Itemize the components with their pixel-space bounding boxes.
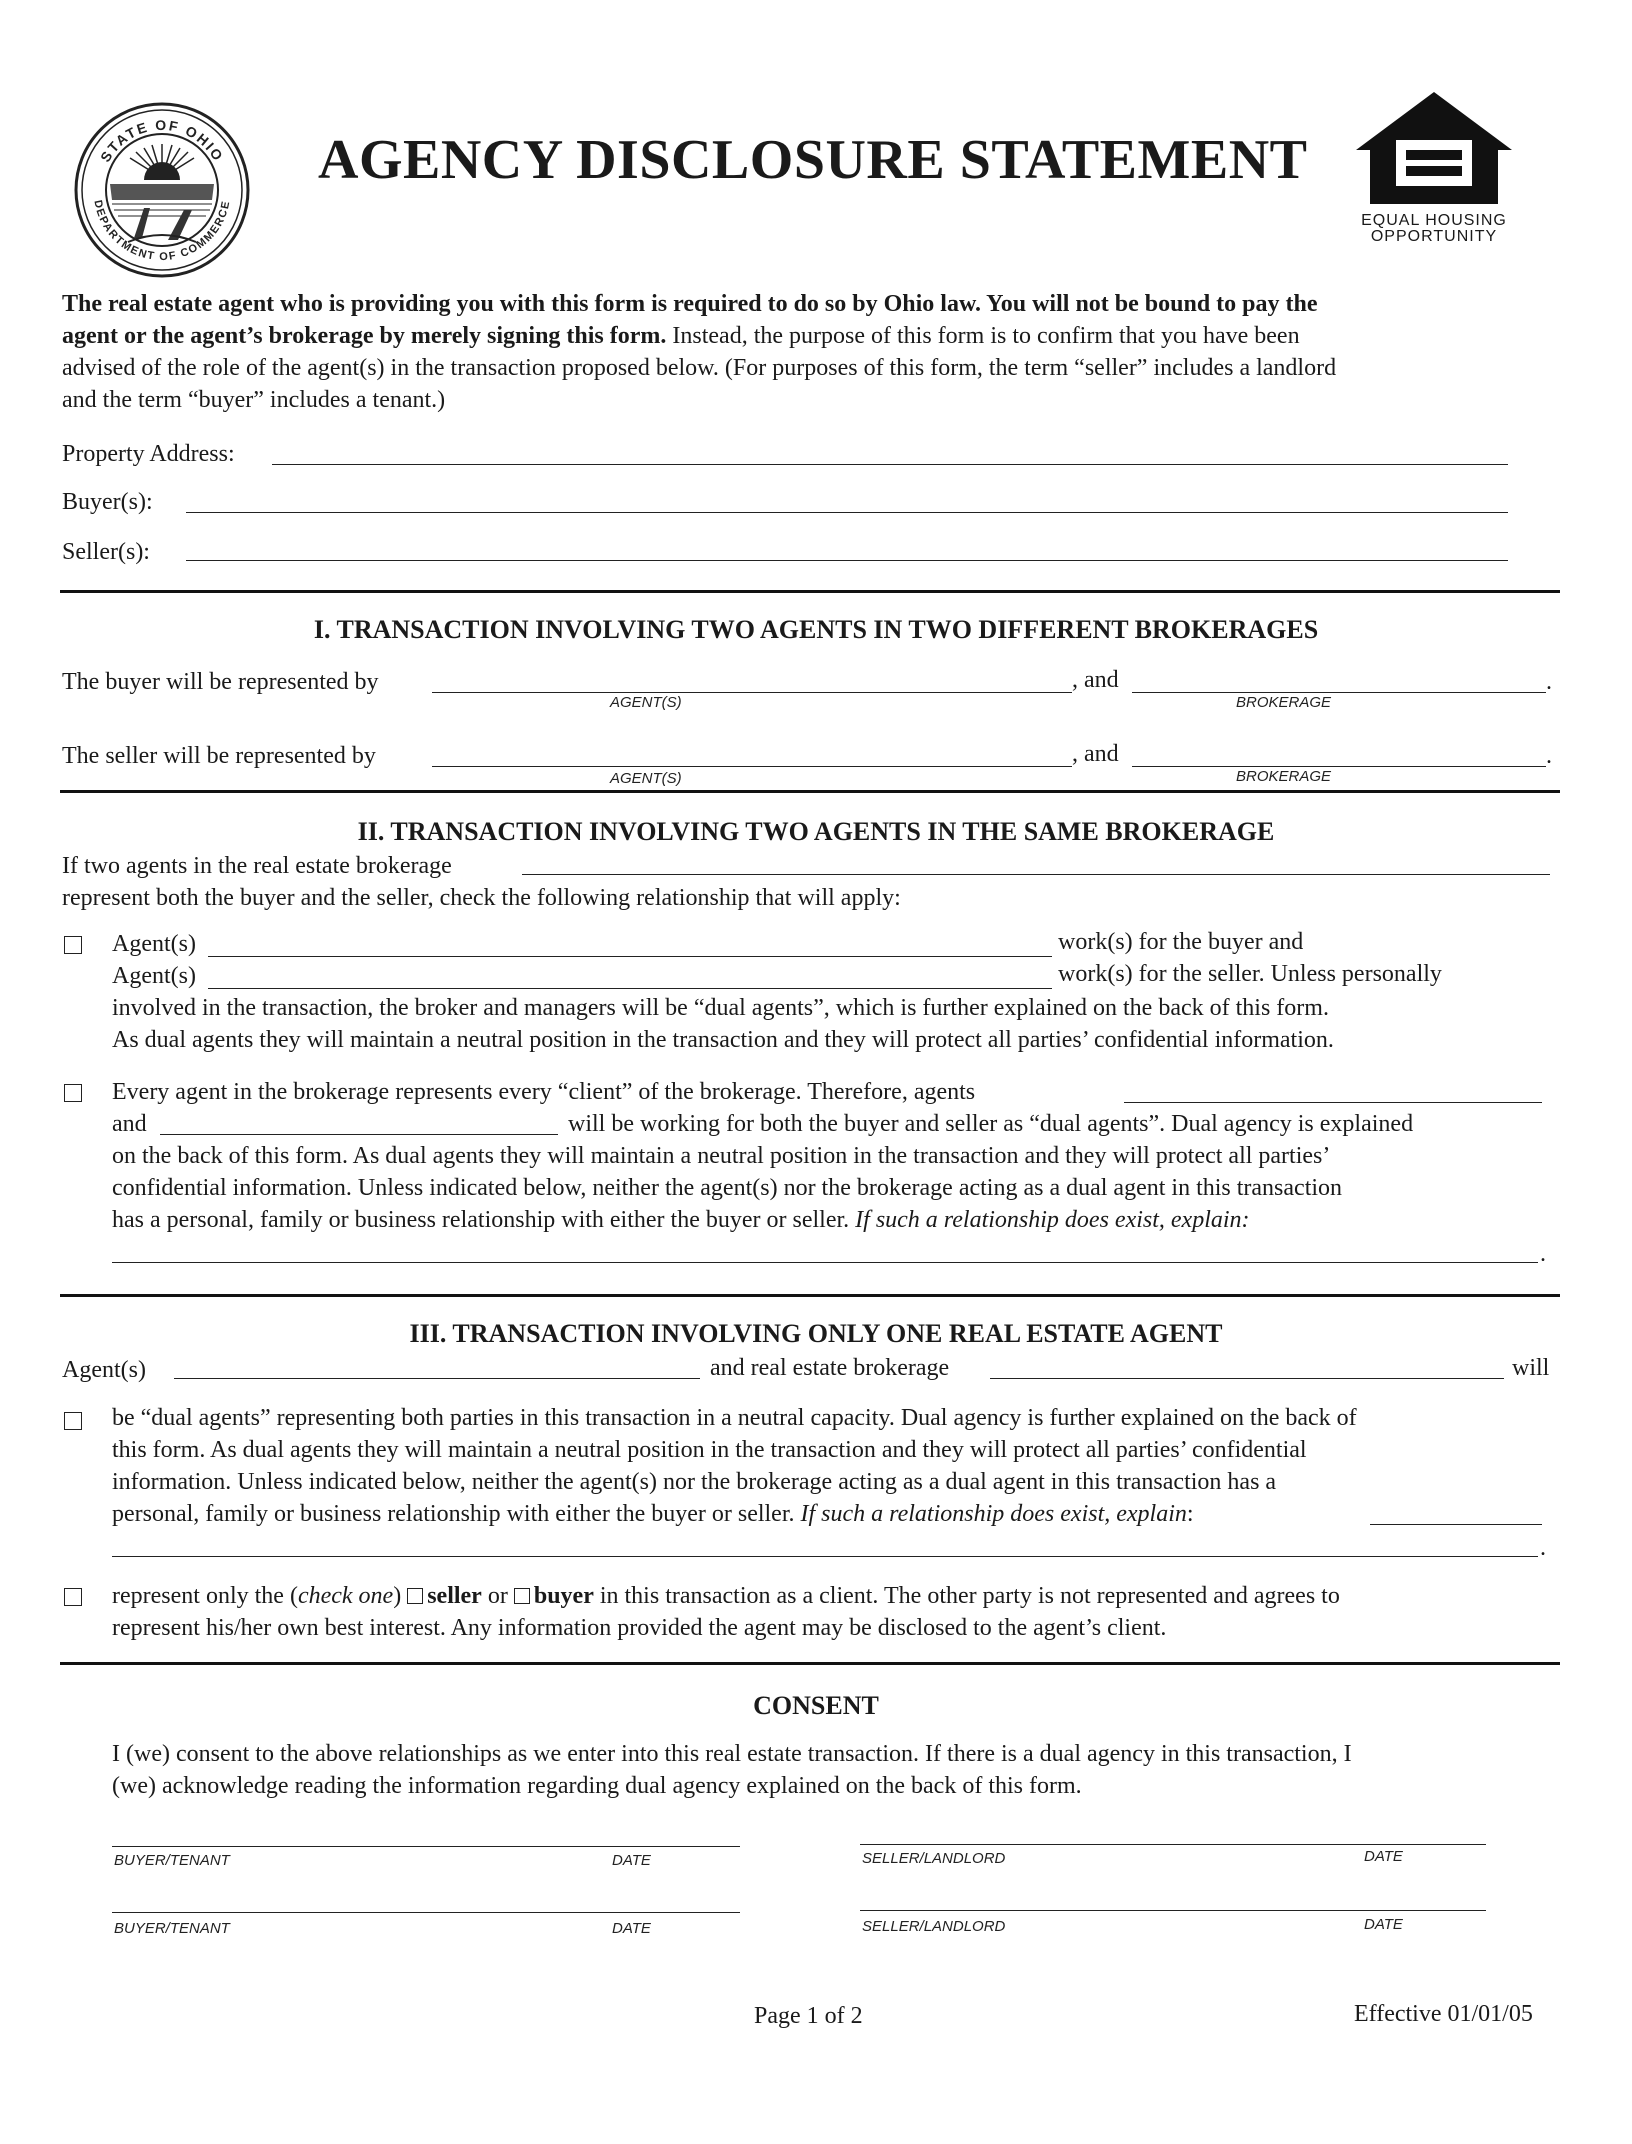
divider-1 <box>60 590 1560 593</box>
sellers-label: Seller(s): <box>62 539 150 565</box>
opt1-work-2-text: work(s) for the seller. Unless personally <box>1058 961 1442 987</box>
section-3-option-2-checkbox[interactable] <box>64 1588 82 1606</box>
opt1-agent-1-label: Agent(s) <box>112 931 196 957</box>
s3-opt1-line-1: be “dual agents” representing both parties in this transaction in a neutral capacity. Dual agency is further explained on the back of <box>112 1405 1357 1431</box>
consent-line-1: I (we) consent to the above relationships as we enter into this real estate transaction. If there is a dual agency in this transaction, I <box>112 1741 1352 1767</box>
opt2-line-5-text: has a personal, family or business relationship with either the buyer or seller. <box>112 1207 850 1233</box>
page-number: Page 1 of 2 <box>754 2003 863 2029</box>
buyer-date-label-2: DATE <box>612 1920 651 1937</box>
opt1-seller-agent-field[interactable] <box>208 988 1052 989</box>
s3-opt2-or: or <box>487 1583 508 1609</box>
opt2-line-3: on the back of this form. As dual agents they will maintain a neutral position in the transaction and they will protect all parties’ <box>112 1143 1331 1169</box>
s3-opt1-line-3: information. Unless indicated below, neither the agent(s) nor the brokerage acting as a dual agent in this transaction has a <box>112 1469 1277 1495</box>
property-address-field[interactable] <box>272 464 1508 465</box>
opt2-line-5 <box>112 1204 1250 1236</box>
seller-checkbox[interactable] <box>407 1588 423 1604</box>
s3-opt2-line-1 <box>112 1580 1340 1612</box>
s3-opt2-seller: seller <box>427 1583 482 1609</box>
section-2-heading: II. TRANSACTION INVOLVING TWO AGENTS IN THE SAME BROKERAGE <box>357 817 1275 846</box>
buyer-brokerage-caption: BROKERAGE <box>1236 694 1332 711</box>
buyer-agents-field[interactable] <box>432 692 1072 693</box>
s3-opt2-pre: represent only the ( <box>112 1583 298 1609</box>
section-2-option-1-checkbox[interactable] <box>64 936 82 954</box>
s3-explain-field-1[interactable] <box>1370 1524 1542 1525</box>
opt1-agent-2-label: Agent(s) <box>112 963 196 989</box>
opt1-line-3: involved in the transaction, the broker and managers will be “dual agents”, which is further explained on the back of this form. <box>112 995 1329 1021</box>
seller-landlord-label-2: SELLER/LANDLORD <box>862 1918 1006 1935</box>
section-2-option-2-checkbox[interactable] <box>64 1084 82 1102</box>
seller-signature-line-2[interactable] <box>860 1910 1486 1911</box>
section-3-brokerage-field[interactable] <box>990 1378 1504 1379</box>
s3-opt1-line-4-italic: If such a relationship does exist, explain <box>800 1501 1187 1527</box>
s3-opt2-check-one: check one <box>297 1583 394 1609</box>
opt1-buyer-agent-field[interactable] <box>208 956 1052 957</box>
seal-text-bottom: DEPARTMENT OF COMMERCE <box>91 199 233 264</box>
buyer-date-label-1: DATE <box>612 1852 651 1869</box>
intro-line-3: advised of the role of the agent(s) in the transaction proposed below. (For purposes of this form, the term “seller” includes a landlord <box>62 355 1337 381</box>
opt2-line-1: Every agent in the brokerage represents every “client” of the brokerage. Therefore, agents <box>112 1079 976 1105</box>
seller-represented-text: The seller will be represented by <box>62 743 376 769</box>
sellers-field[interactable] <box>186 560 1508 561</box>
section-2-brokerage-field[interactable] <box>522 874 1550 875</box>
divider-3 <box>60 1294 1560 1297</box>
buyer-tenant-label-2: BUYER/TENANT <box>114 1920 230 1937</box>
intro-line-2 <box>62 320 1300 352</box>
opt2-line-2-rest: will be working for both the buyer and seller as “dual agents”. Dual agency is explained <box>568 1111 1414 1137</box>
opt2-and-text: and <box>112 1111 147 1137</box>
seal-text-top: STATE OF OHIO <box>97 116 227 165</box>
divider-2 <box>60 790 1560 793</box>
s3-opt2-line-2: represent his/her own best interest. Any information provided the agent may be disclosed to the agent’s client. <box>112 1615 1167 1641</box>
intro-line-4: and the term “buyer” includes a tenant.) <box>62 387 446 413</box>
consent-line-2: (we) acknowledge reading the information regarding dual agency explained on the back of this form. <box>112 1773 1082 1799</box>
state-seal <box>72 100 252 280</box>
equal-housing-logo <box>1352 88 1516 245</box>
seller-date-label-2: DATE <box>1364 1916 1403 1933</box>
buyer-brokerage-field[interactable] <box>1132 692 1546 693</box>
section-1-heading: I. TRANSACTION INVOLVING TWO AGENTS IN TWO DIFFERENT BROKERAGES <box>313 615 1319 644</box>
opt2-explain-period: . <box>1540 1241 1546 1267</box>
section-3-agents-field[interactable] <box>174 1378 700 1379</box>
s3-explain-period: . <box>1540 1535 1546 1561</box>
equal-housing-text-2: OPPORTUNITY <box>1370 228 1498 245</box>
seller-brokerage-field[interactable] <box>1132 766 1546 767</box>
s3-opt1-colon: : <box>1186 1501 1194 1527</box>
seller-signature-line-1[interactable] <box>860 1844 1486 1845</box>
s3-opt1-line-4-text: personal, family or business relationship with either the buyer or seller. <box>112 1501 795 1527</box>
seller-date-label-1: DATE <box>1364 1848 1403 1865</box>
s3-opt2-paren: ) <box>393 1583 402 1609</box>
effective-date: Effective 01/01/05 <box>1354 2001 1533 2027</box>
s3-opt1-line-4 <box>112 1498 1194 1530</box>
buyer-agents-caption: AGENT(S) <box>610 694 682 711</box>
seller-brokerage-caption: BROKERAGE <box>1236 768 1332 785</box>
seller-and-text: , and <box>1072 741 1119 767</box>
section-2-intro-2: represent both the buyer and the seller, check the following relationship that will apply: <box>62 885 901 911</box>
buyers-label: Buyer(s): <box>62 489 153 515</box>
seller-period: . <box>1546 743 1552 769</box>
section-3-agents-label: Agent(s) <box>62 1357 146 1383</box>
opt1-work-1-text: work(s) for the buyer and <box>1058 929 1304 955</box>
section-2-intro-1: If two agents in the real estate brokerage <box>62 853 452 879</box>
intro-line-1: The real estate agent who is providing you with this form is required to do so by Ohio law. You will not be bound to pay the <box>62 291 1318 317</box>
buyer-and-text: , and <box>1072 667 1119 693</box>
s3-opt2-rest: in this transaction as a client. The other party is not represented and agrees to <box>599 1583 1340 1609</box>
seller-agents-caption: AGENT(S) <box>610 770 682 787</box>
seller-agents-field[interactable] <box>432 766 1072 767</box>
equal-housing-text-1: EQUAL HOUSING <box>1361 212 1507 229</box>
section-3-heading: III. TRANSACTION INVOLVING ONLY ONE REAL ESTATE AGENT <box>409 1319 1223 1348</box>
intro-line-2-rest: Instead, the purpose of this form is to confirm that you have been <box>672 323 1300 349</box>
buyer-represented-text: The buyer will be represented by <box>62 669 379 695</box>
section-3-option-1-checkbox[interactable] <box>64 1412 82 1430</box>
seller-landlord-label-1: SELLER/LANDLORD <box>862 1850 1006 1867</box>
property-address-label: Property Address: <box>62 441 235 467</box>
opt2-line-4: confidential information. Unless indicated below, neither the agent(s) nor the brokerage acting as a dual agent in this transaction <box>112 1175 1343 1201</box>
divider-4 <box>60 1662 1560 1665</box>
opt2-agents-field-1[interactable] <box>1124 1102 1542 1103</box>
section-3-will-text: will <box>1512 1355 1550 1381</box>
section-3-brokerage-text: and real estate brokerage <box>710 1355 950 1381</box>
consent-heading: CONSENT <box>753 1691 879 1720</box>
opt1-line-4: As dual agents they will maintain a neutral position in the transaction and they will protect all parties’ confidential information. <box>112 1027 1334 1053</box>
intro-line-2-bold: agent or the agent’s brokerage by merely signing this form. <box>62 323 667 349</box>
s3-explain-field-2[interactable] <box>112 1556 1538 1557</box>
buyers-field[interactable] <box>186 512 1508 513</box>
opt2-explain-field[interactable] <box>112 1262 1538 1263</box>
buyer-period: . <box>1546 669 1552 695</box>
page-title: AGENCY DISCLOSURE STATEMENT <box>318 129 1308 191</box>
opt2-agents-field-2[interactable] <box>160 1134 558 1135</box>
s3-opt2-buyer: buyer <box>533 1583 594 1609</box>
buyer-signature-line-1[interactable] <box>112 1846 740 1847</box>
buyer-tenant-label-1: BUYER/TENANT <box>114 1852 230 1869</box>
buyer-signature-line-2[interactable] <box>112 1912 740 1913</box>
buyer-checkbox[interactable] <box>514 1588 530 1604</box>
s3-opt1-line-2: this form. As dual agents they will maintain a neutral position in the transaction and they will protect all parties’ confidential <box>112 1437 1307 1463</box>
opt2-line-5-italic: If such a relationship does exist, explain: <box>855 1207 1250 1233</box>
